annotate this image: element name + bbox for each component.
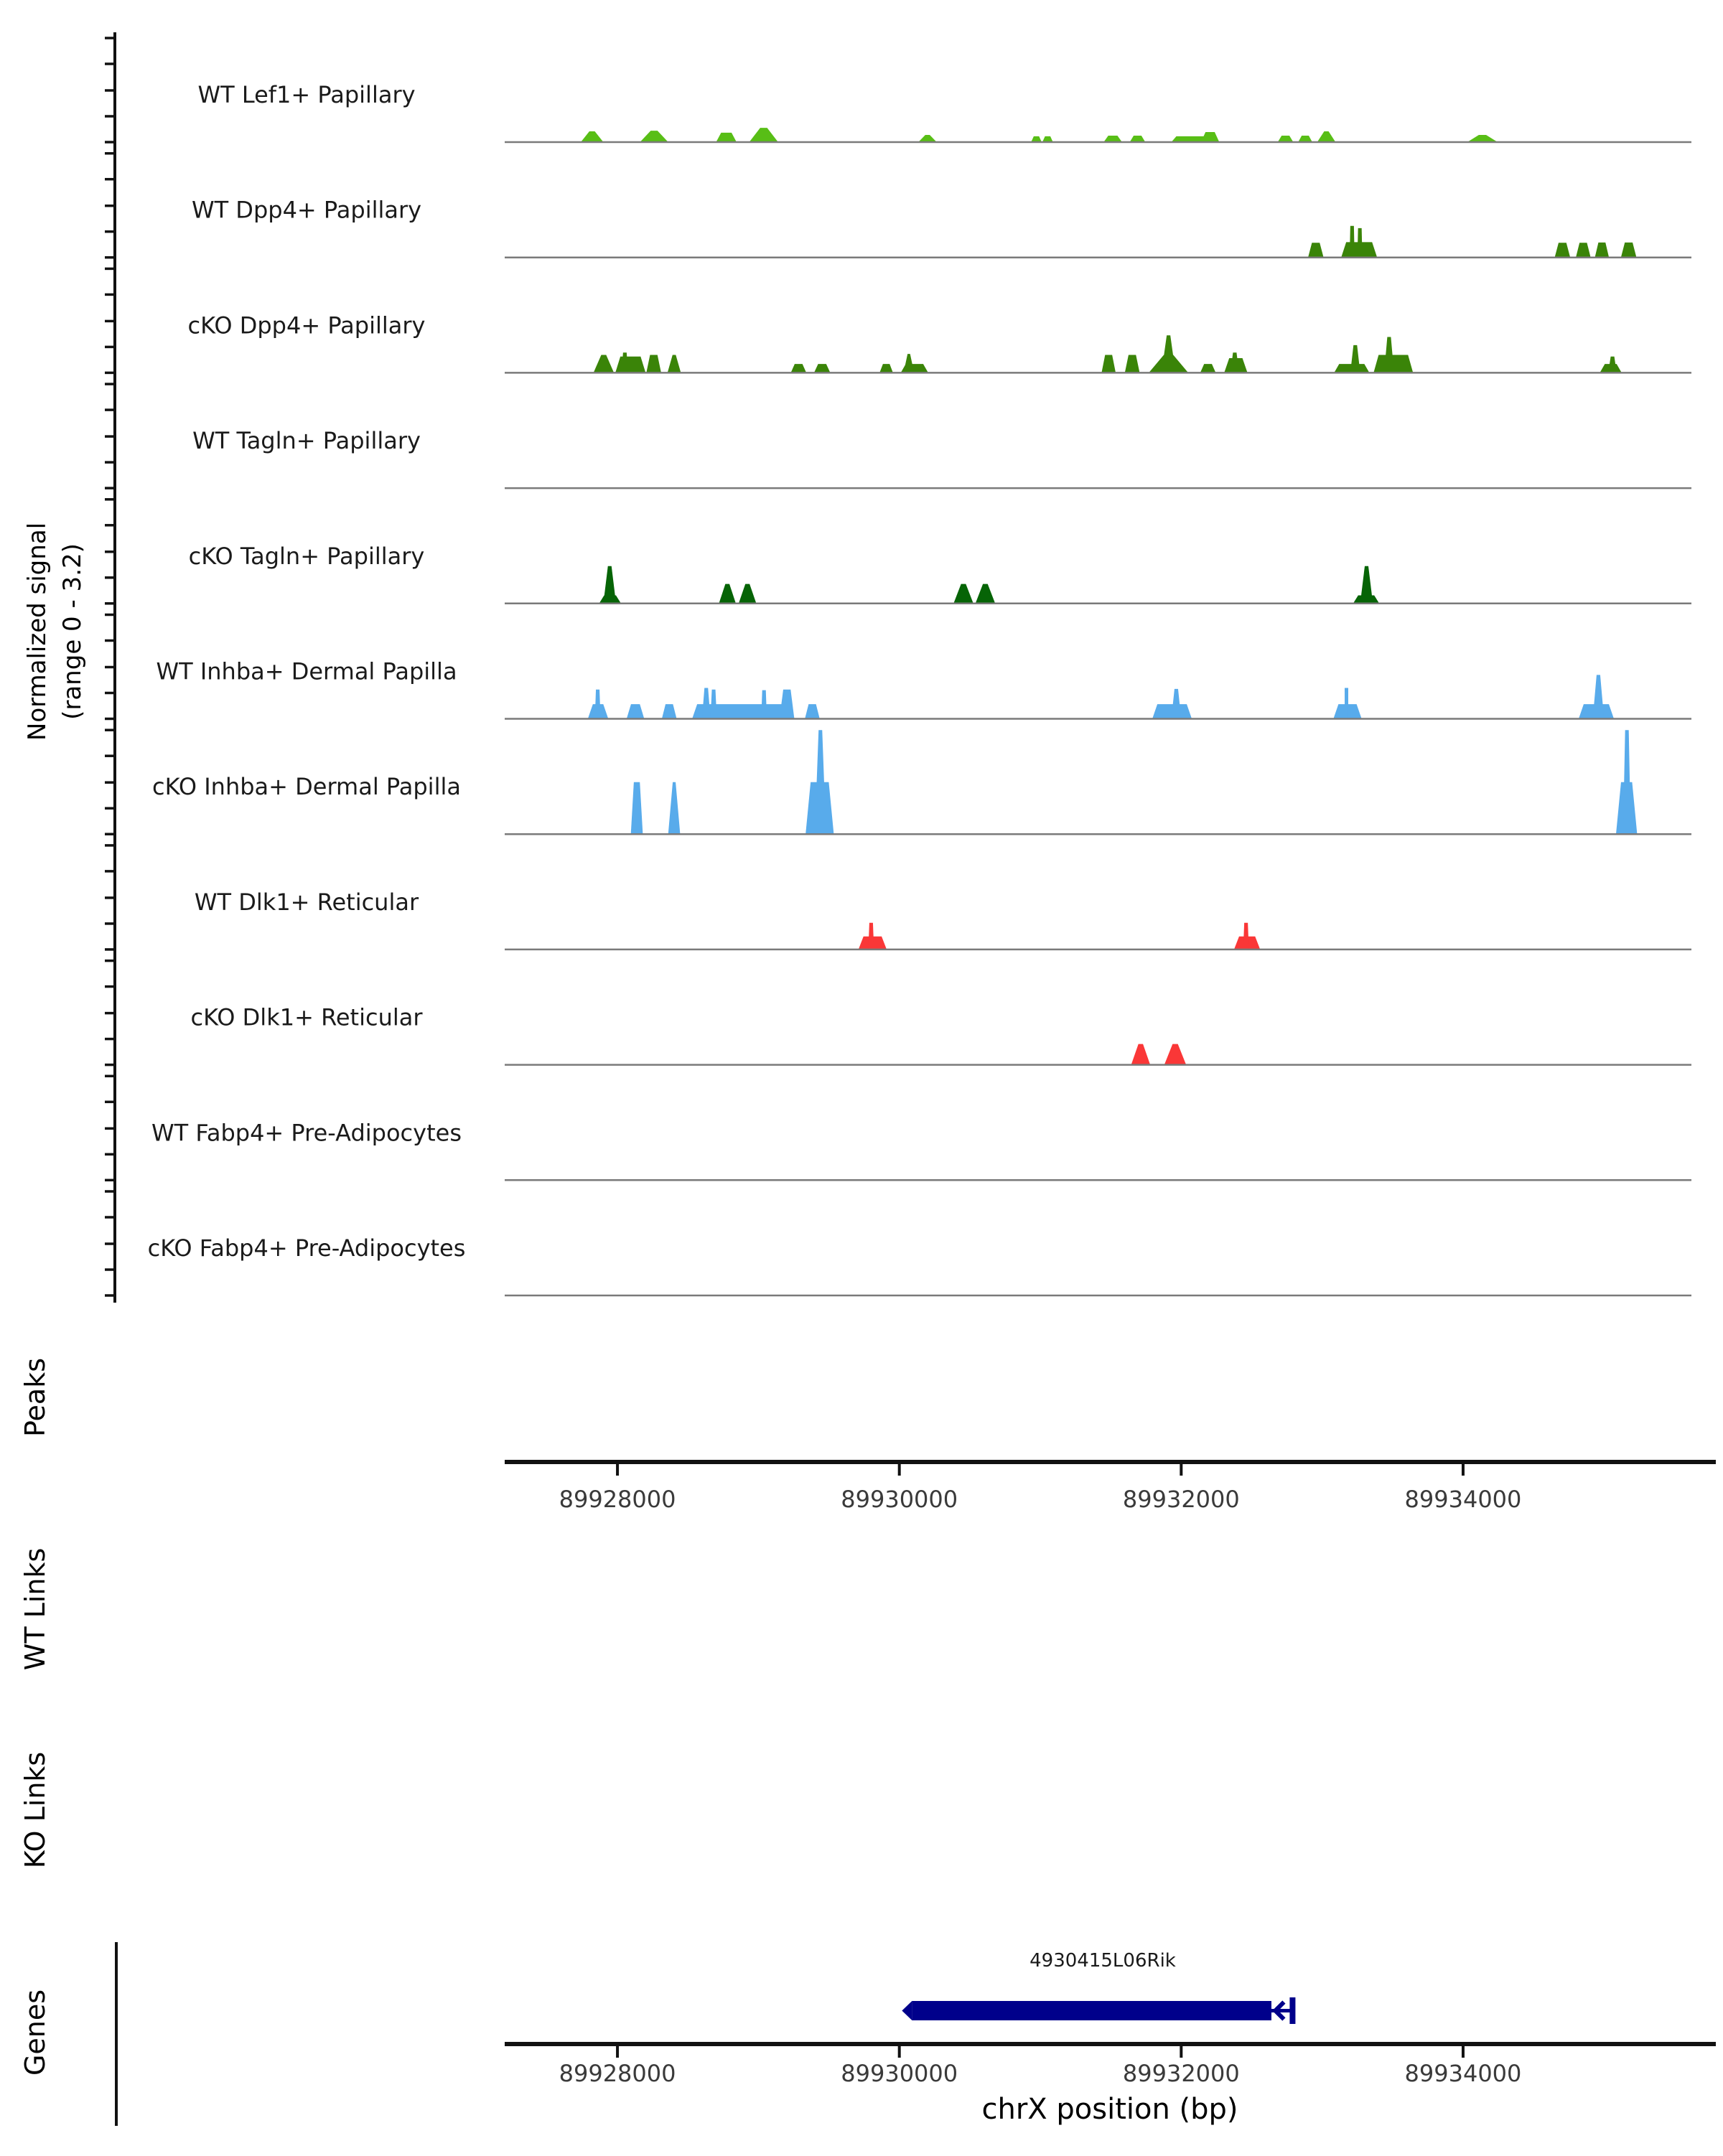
- axis-tick-label: 89932000: [1122, 1486, 1240, 1513]
- section-label-genes: Genes: [19, 1989, 51, 2076]
- axis-tick-label: 89930000: [841, 2060, 958, 2087]
- signal-peak: [1350, 226, 1355, 258]
- x-axis-title: chrX position (bp): [981, 2093, 1238, 2126]
- section-label-wt-links: WT Links: [19, 1547, 51, 1671]
- track-label: cKO Tagln+ Papillary: [188, 542, 425, 570]
- signal-peak: [1358, 228, 1363, 258]
- axis-tick-label: 89932000: [1122, 2060, 1240, 2087]
- track-label: WT Dlk1+ Reticular: [194, 888, 419, 916]
- signal-peak: [615, 357, 645, 373]
- axis-tick-label: 89930000: [841, 1486, 958, 1513]
- track-label: cKO Dpp4+ Papillary: [187, 311, 426, 339]
- section-label-peaks: Peaks: [19, 1357, 51, 1438]
- axis-tick-label: 89934000: [1404, 1486, 1522, 1513]
- axis-tick-label: 89928000: [559, 1486, 676, 1513]
- track-label: WT Tagln+ Papillary: [192, 427, 421, 455]
- axis-tick-label: 89928000: [559, 2060, 676, 2087]
- y-axis-label-line1: Normalized signal: [23, 522, 52, 741]
- y-axis-label-line2: (range 0 - 3.2): [58, 543, 87, 720]
- track-label: cKO Dlk1+ Reticular: [190, 1003, 423, 1031]
- signal-peak: [1345, 688, 1348, 718]
- track-label: cKO Inhba+ Dermal Papilla: [152, 773, 461, 801]
- gene-name-label: 4930415L06Rik: [1029, 1950, 1176, 1972]
- gene-body: [912, 2001, 1271, 2020]
- gene-end-bar: [1289, 1997, 1295, 2024]
- track-label: WT Lef1+ Papillary: [197, 81, 416, 108]
- track-label: WT Inhba+ Dermal Papilla: [156, 657, 457, 685]
- axis-tick-label: 89934000: [1404, 2060, 1522, 2087]
- track-label: cKO Fabp4+ Pre-Adipocytes: [147, 1234, 466, 1262]
- track-label: WT Dpp4+ Papillary: [191, 196, 422, 224]
- track-label: WT Fabp4+ Pre-Adipocytes: [151, 1119, 462, 1147]
- gene-model: [902, 1997, 1295, 2024]
- section-label-ko-links: KO Links: [19, 1751, 51, 1869]
